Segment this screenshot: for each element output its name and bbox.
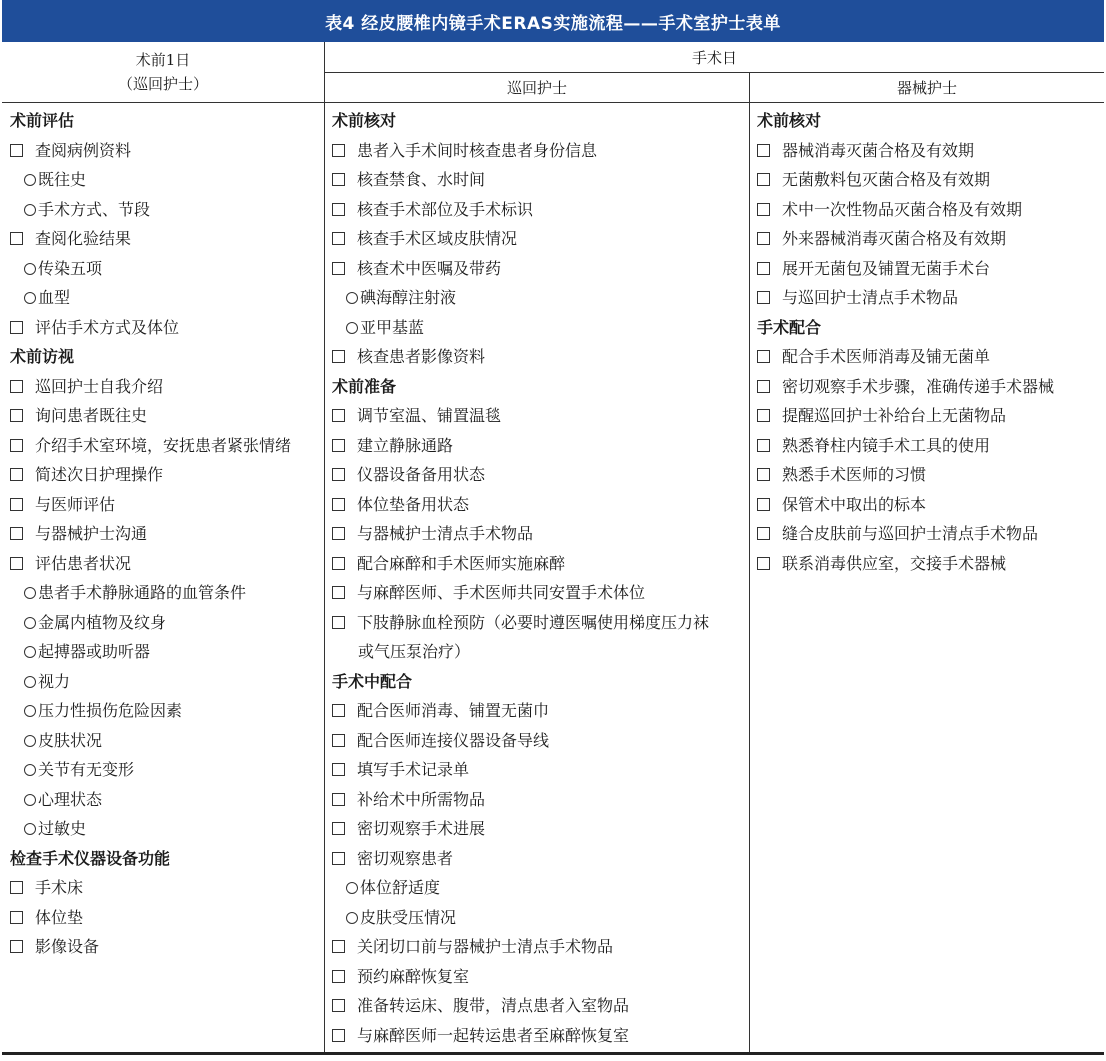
checkbox-icon — [10, 557, 23, 570]
row-text: 与器械护士清点手术物品 — [357, 524, 534, 543]
row-text: 传染五项 — [38, 258, 103, 278]
row-text: 展开无菌包及铺置无菌手术台 — [782, 258, 991, 278]
checklist-item — [757, 254, 1102, 284]
checklist-item — [10, 519, 322, 549]
row-text: 评估患者状况 — [35, 553, 132, 573]
row-text: 准备转运床、腹带，清点患者入室物品 — [357, 996, 630, 1015]
checkbox-icon — [332, 999, 345, 1012]
circle-bullet-icon — [346, 882, 358, 894]
checklist-item — [332, 401, 747, 431]
checklist-subitem — [10, 254, 322, 284]
row-text: 简述次日护理操作 — [35, 465, 164, 484]
checklist-item — [757, 549, 1102, 579]
checklist-item — [332, 136, 747, 166]
checklist-subitem — [332, 903, 747, 933]
section-heading — [10, 106, 322, 136]
row-text: 过敏史 — [38, 819, 87, 838]
checklist-subitem — [332, 313, 747, 343]
checkbox-icon — [757, 439, 770, 452]
row-text: 与器械护士沟通 — [35, 524, 148, 543]
row-text: 手术配合 — [757, 317, 822, 337]
checkbox-icon — [10, 911, 23, 924]
row-text: 核查手术区域皮肤情况 — [357, 229, 518, 248]
section-heading — [757, 313, 1102, 343]
checkbox-icon — [332, 557, 345, 570]
row-text: 调节室温、铺置温毯 — [357, 406, 502, 425]
checkbox-icon — [332, 616, 345, 629]
checkbox-icon — [757, 144, 770, 157]
row-text: 血型 — [38, 288, 71, 307]
table-bottom-rule — [2, 1052, 1104, 1055]
checklist-item — [10, 873, 322, 903]
checkbox-icon — [332, 793, 345, 806]
checklist-subitem — [10, 283, 322, 313]
row-text: 配合医师消毒、铺置无菌巾 — [357, 701, 550, 720]
checkbox-icon — [757, 173, 770, 186]
row-text: 配合手术医师消毒及铺无菌单 — [782, 347, 991, 366]
checklist-item — [757, 136, 1102, 166]
checklist-item — [10, 932, 322, 962]
checklist-item — [332, 460, 747, 490]
circle-bullet-icon — [346, 292, 358, 304]
checkbox-icon — [757, 350, 770, 363]
checkbox-icon — [332, 144, 345, 157]
row-text: 亚甲基蓝 — [360, 317, 425, 337]
row-text: 患者手术静脉通路的血管条件 — [38, 583, 247, 602]
checkbox-icon — [757, 203, 770, 216]
circle-bullet-icon — [24, 823, 36, 835]
row-text: 巡回护士自我介绍 — [35, 376, 164, 396]
checklist-item — [332, 991, 747, 1021]
checkbox-icon — [10, 527, 23, 540]
checklist-item — [757, 165, 1102, 195]
checkbox-icon — [332, 940, 345, 953]
row-text: 查阅化验结果 — [35, 229, 132, 248]
row-text: 仪器设备备用状态 — [357, 465, 486, 484]
checklist-item — [10, 431, 322, 461]
checklist-item — [10, 490, 322, 520]
checklist-item — [757, 372, 1102, 402]
column-circulating — [332, 106, 747, 1050]
checklist-subitem — [10, 578, 322, 608]
checkbox-icon — [332, 527, 345, 540]
header-pre-day-label: 术前1日 — [135, 51, 191, 69]
row-text: 与巡回护士清点手术物品 — [782, 288, 959, 307]
checkbox-icon — [332, 1029, 345, 1042]
checklist-subitem — [10, 696, 322, 726]
checkbox-icon — [332, 734, 345, 747]
row-text: 检查手术仪器设备功能 — [10, 848, 171, 868]
row-text: 术前评估 — [10, 111, 75, 130]
row-text: 心理状态 — [38, 789, 103, 809]
row-text: 既往史 — [38, 170, 87, 189]
checklist-item — [332, 608, 747, 638]
checklist-item — [10, 903, 322, 933]
checklist-item — [757, 195, 1102, 225]
row-text: 补给术中所需物品 — [357, 789, 486, 809]
circle-bullet-icon — [24, 263, 36, 275]
row-text: 密切观察手术步骤，准确传递手术器械 — [782, 376, 1055, 396]
row-text: 起搏器或助听器 — [38, 642, 151, 661]
circle-bullet-icon — [24, 705, 36, 717]
row-text: 预约麻醉恢复室 — [357, 966, 470, 986]
checkbox-icon — [332, 970, 345, 983]
checkbox-icon — [10, 409, 23, 422]
header-bottom-rule — [2, 102, 1104, 103]
row-text: 核查术中医嘱及带药 — [357, 258, 502, 278]
row-text: 下肢静脉血栓预防（必要时遵医嘱使用梯度压力袜 — [357, 612, 710, 632]
column-divider-1 — [324, 42, 325, 1052]
checklist-subitem — [332, 283, 747, 313]
row-text: 患者入手术间时核查患者身份信息 — [357, 140, 598, 160]
checklist-item — [757, 431, 1102, 461]
checklist-item — [332, 254, 747, 284]
row-text: 核查手术部位及手术标识 — [357, 199, 534, 219]
checklist-subitem — [10, 726, 322, 756]
checkbox-icon — [332, 173, 345, 186]
section-heading — [332, 372, 747, 402]
checkbox-icon — [332, 763, 345, 776]
circle-bullet-icon — [24, 617, 36, 629]
row-text: 关节有无变形 — [38, 760, 135, 779]
checklist-item — [332, 785, 747, 815]
row-text: 器械消毒灭菌合格及有效期 — [782, 140, 975, 160]
row-text: 术前访视 — [10, 347, 75, 366]
row-text: 术前准备 — [332, 376, 397, 396]
checkbox-icon — [332, 586, 345, 599]
row-text: 与医师评估 — [35, 494, 116, 514]
checklist-item — [332, 224, 747, 254]
checklist-item — [10, 460, 322, 490]
checkbox-icon — [332, 439, 345, 452]
row-text: 体位垫备用状态 — [357, 494, 470, 514]
checklist-item — [10, 549, 322, 579]
checklist-item — [332, 755, 747, 785]
checklist-item — [332, 962, 747, 992]
checkbox-icon — [10, 144, 23, 157]
checklist-item — [10, 313, 322, 343]
checklist-item — [332, 165, 747, 195]
row-text: 皮肤状况 — [38, 730, 103, 750]
table-title: 表4 经皮腰椎内镜手术ERAS实施流程——手术室护士表单 — [2, 0, 1104, 42]
header-surgery-day: 手术日 — [691, 49, 737, 67]
row-text: 与麻醉医师、手术医师共同安置手术体位 — [357, 583, 646, 602]
checklist-item — [332, 549, 747, 579]
checklist-item — [332, 814, 747, 844]
row-text: 皮肤受压情况 — [360, 907, 457, 927]
checklist-item — [10, 136, 322, 166]
row-text: 关闭切口前与器械护士清点手术物品 — [357, 937, 614, 956]
checkbox-icon — [332, 262, 345, 275]
checklist-item — [332, 726, 747, 756]
checkbox-icon — [332, 232, 345, 245]
column-divider-2 — [749, 72, 750, 1052]
checklist-item — [757, 401, 1102, 431]
checklist-item — [10, 224, 322, 254]
checkbox-icon — [757, 557, 770, 570]
circle-bullet-icon — [24, 587, 36, 599]
row-text: 手术中配合 — [332, 671, 413, 691]
checklist-subitem — [332, 873, 747, 903]
header-scrub-nurse: 器械护士 — [896, 79, 957, 97]
row-text: 外来器械消毒灭菌合格及有效期 — [782, 229, 1007, 248]
section-heading — [757, 106, 1102, 136]
checkbox-icon — [10, 439, 23, 452]
checklist-item — [332, 342, 747, 372]
checklist-item — [332, 490, 747, 520]
section-heading — [332, 106, 747, 136]
row-text: 密切观察患者 — [357, 848, 454, 868]
row-text: 核查患者影像资料 — [357, 347, 486, 366]
checklist-subitem — [10, 814, 322, 844]
section-heading — [10, 342, 322, 372]
checklist-item — [757, 283, 1102, 313]
column-scrub — [757, 106, 1102, 578]
checkbox-icon — [10, 380, 23, 393]
circle-bullet-icon — [24, 735, 36, 747]
circle-bullet-icon — [24, 676, 36, 688]
row-text: 压力性损伤危险因素 — [38, 701, 183, 720]
checkbox-icon — [332, 498, 345, 511]
circle-bullet-icon — [346, 912, 358, 924]
checklist-item — [10, 401, 322, 431]
row-text: 体位垫 — [35, 907, 84, 927]
checklist-item — [332, 431, 747, 461]
section-heading — [10, 844, 322, 874]
checklist-subitem — [10, 637, 322, 667]
checkbox-icon — [10, 232, 23, 245]
row-text: 介绍手术室环境，安抚患者紧张情绪 — [35, 435, 292, 455]
checkbox-icon — [757, 262, 770, 275]
checkbox-icon — [10, 940, 23, 953]
checklist-item — [757, 342, 1102, 372]
checkbox-icon — [10, 498, 23, 511]
checklist-item — [332, 519, 747, 549]
checkbox-icon — [332, 852, 345, 865]
checklist-subitem — [10, 608, 322, 638]
checkbox-icon — [757, 232, 770, 245]
row-text: 密切观察手术进展 — [357, 819, 486, 838]
row-text: 体位舒适度 — [360, 878, 441, 897]
checklist-item — [332, 195, 747, 225]
checklist-subitem — [10, 785, 322, 815]
column-pre-day — [10, 106, 322, 962]
header-pre-day — [2, 48, 324, 96]
checkbox-icon — [332, 468, 345, 481]
checklist-item — [332, 696, 747, 726]
row-text: 或气压泵治疗） — [358, 642, 471, 661]
checkbox-icon — [332, 822, 345, 835]
checklist-item — [332, 844, 747, 874]
checklist-item — [10, 372, 322, 402]
checkbox-icon — [757, 380, 770, 393]
checkbox-icon — [757, 498, 770, 511]
circle-bullet-icon — [24, 646, 36, 658]
row-text: 询问患者既往史 — [35, 406, 148, 425]
row-text: 熟悉脊柱内镜手术工具的使用 — [782, 435, 991, 455]
checklist-item — [757, 224, 1102, 254]
row-text: 与麻醉医师一起转运患者至麻醉恢复室 — [357, 1025, 630, 1045]
header-divider-right — [325, 72, 1104, 73]
circle-bullet-icon — [24, 794, 36, 806]
row-text: 术中一次性物品灭菌合格及有效期 — [782, 199, 1023, 219]
row-text: 金属内植物及纹身 — [38, 612, 167, 632]
checklist-item — [332, 1021, 747, 1051]
section-heading — [332, 667, 747, 697]
checklist-item — [332, 578, 747, 608]
circle-bullet-icon — [24, 204, 36, 216]
checklist-item — [332, 932, 747, 962]
row-text: 核查禁食、水时间 — [357, 170, 486, 189]
row-text: 手术床 — [35, 878, 84, 897]
checkbox-icon — [757, 468, 770, 481]
row-text: 提醒巡回护士补给台上无菌物品 — [782, 406, 1007, 425]
checkbox-icon — [10, 468, 23, 481]
row-text: 视力 — [38, 671, 71, 691]
row-text: 配合麻醉和手术医师实施麻醉 — [357, 553, 566, 573]
checklist-item — [757, 460, 1102, 490]
row-text: 评估手术方式及体位 — [35, 317, 180, 337]
row-text: 熟悉手术医师的习惯 — [782, 465, 927, 484]
checkbox-icon — [10, 321, 23, 334]
row-text: 建立静脉通路 — [357, 435, 454, 455]
checklist-subitem — [10, 667, 322, 697]
checkbox-icon — [757, 527, 770, 540]
checkbox-icon — [332, 704, 345, 717]
checklist-item — [757, 490, 1102, 520]
header-circulating-nurse: 巡回护士 — [506, 79, 567, 97]
checkbox-icon — [757, 409, 770, 422]
row-text: 术前核对 — [332, 111, 397, 130]
row-text: 缝合皮肤前与巡回护士清点手术物品 — [782, 524, 1039, 543]
checkbox-icon — [10, 881, 23, 894]
checklist-subitem — [10, 165, 322, 195]
checklist-subitem — [10, 195, 322, 225]
circle-bullet-icon — [24, 292, 36, 304]
row-text: 影像设备 — [35, 937, 100, 956]
circle-bullet-icon — [24, 764, 36, 776]
row-text: 配合医师连接仪器设备导线 — [357, 730, 550, 750]
row-text: 联系消毒供应室，交接手术器械 — [782, 553, 1007, 573]
row-text: 手术方式、节段 — [38, 199, 151, 219]
checkbox-icon — [332, 203, 345, 216]
checklist-item-continued — [332, 637, 747, 667]
row-text: 术前核对 — [757, 111, 822, 130]
header-pre-day-role: （巡回护士） — [117, 75, 208, 93]
circle-bullet-icon — [24, 174, 36, 186]
row-text: 无菌敷料包灭菌合格及有效期 — [782, 170, 991, 189]
checklist-subitem — [10, 755, 322, 785]
row-text: 填写手术记录单 — [357, 760, 470, 779]
row-text: 保管术中取出的标本 — [782, 494, 927, 514]
checkbox-icon — [332, 409, 345, 422]
checklist-item — [757, 519, 1102, 549]
row-text: 碘海醇注射液 — [360, 288, 457, 307]
checkbox-icon — [757, 291, 770, 304]
row-text: 查阅病例资料 — [35, 140, 132, 160]
circle-bullet-icon — [346, 322, 358, 334]
checkbox-icon — [332, 350, 345, 363]
